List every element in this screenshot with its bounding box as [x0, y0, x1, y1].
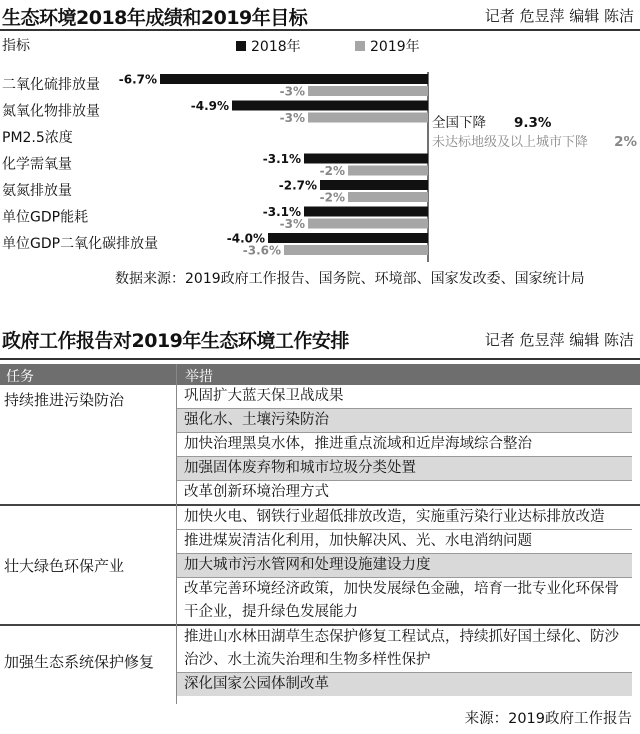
bar-2018 — [232, 101, 428, 111]
category-label: 二氧化硫排放量 — [2, 77, 100, 93]
measure-item: 改革完善环境经济政策，加快发展绿色金融，培育一批专业化环保骨干企业，提升绿色发展能力 — [184, 581, 619, 620]
section1-byline: 记者 危昱萍 编辑 陈洁 — [484, 7, 634, 25]
measure-item: 推进煤炭清洁化利用，加快解决风、光、水电消纳问题 — [176, 530, 632, 554]
bar-2018 — [320, 180, 428, 190]
legend-label-2019: 2019年 — [370, 39, 420, 55]
data-label-2019: -2% — [319, 164, 345, 178]
data-label-2019: -3% — [279, 84, 305, 99]
data-label-2018: -3.1% — [262, 205, 301, 219]
data-label-2018: -4.9% — [190, 99, 229, 113]
data-label-2018: -3.1% — [262, 152, 301, 166]
annotation-national-value: 9.3% — [514, 115, 552, 131]
annotation-cities-label: 未达标地级及以上城市下降 — [432, 135, 589, 150]
measure-item: 加大城市污水管网和处理设施建设力度 — [176, 554, 632, 578]
category-label: 氨氮排放量 — [2, 183, 72, 199]
data-label-2018: -2.7% — [278, 178, 317, 193]
section2-title: 政府工作报告对2019年生态环境工作安排 — [2, 330, 349, 352]
chart-source: 数据来源：2019政府工作报告、国务院、环境部、国家发改委、国家统计局 — [115, 271, 585, 287]
col-header-task: 任务 — [6, 369, 34, 385]
measure-item: 加快治理黑臭水体，推进重点流域和近岸海域综合整治 — [176, 433, 632, 457]
category-label: 氮氧化物排放量 — [2, 103, 100, 120]
task-cell: 加强生态系统保护修复 — [4, 652, 155, 671]
bar-2019 — [284, 245, 428, 255]
col-header-measure: 举措 — [185, 369, 213, 385]
legend-swatch-2018 — [236, 41, 246, 51]
measure-item: 加快火电、钢铁行业超低排放改造，实施重污染行业达标排放改造 — [176, 506, 632, 530]
data-label-2019: -3% — [279, 111, 305, 125]
task-cell: 持续推进污染防治 — [4, 391, 125, 409]
data-label-2019: -3.6% — [242, 243, 281, 258]
task-group — [0, 385, 640, 506]
bar-2019 — [348, 192, 428, 202]
annotation-cities-value: 2% — [614, 134, 637, 150]
bar-2019 — [308, 113, 428, 123]
bar-chart — [0, 30, 640, 262]
data-label-2018: -6.7% — [118, 72, 157, 87]
task-cell: 壮大绿色环保产业 — [4, 556, 125, 575]
data-label-2019: -3% — [279, 217, 305, 231]
section2-byline: 记者 危昱萍 编辑 陈洁 — [484, 331, 634, 349]
legend-label-2018: 2018年 — [251, 39, 301, 55]
measure-item: 推进山水林田湖草生态保护修复工程试点，持续抓好国土绿化、防沙治沙、水土流失治理和生物多样性保护 — [176, 626, 632, 673]
measure-item: 巩固扩大蓝天保卫战成果 — [176, 385, 632, 409]
table-source: 来源：2019政府工作报告 — [464, 711, 632, 727]
category-label: 单位GDP能耗 — [2, 209, 89, 226]
plan-table — [0, 364, 640, 696]
table-column-divider — [176, 364, 177, 704]
bar-2018 — [304, 207, 428, 217]
bar-2019 — [348, 166, 428, 176]
bar-2019 — [308, 86, 428, 96]
data-label-2018: -4.0% — [226, 231, 265, 246]
section1-title: 生态环境2018年成绩和2019年目标 — [2, 7, 308, 29]
task-group — [0, 506, 640, 626]
measure-item: 改革创新环境治理方式 — [184, 484, 329, 500]
measure-item: 加强固体废弃物和城市垃圾分类处置 — [176, 457, 632, 481]
bar-2018 — [160, 74, 428, 84]
annotation-national-label: 全国下降 — [432, 115, 486, 131]
data-label-2019: -2% — [319, 190, 345, 205]
measure-item: 深化国家公园体制改革 — [176, 673, 632, 696]
bar-2018 — [268, 233, 428, 243]
category-header: 指标 — [2, 38, 30, 54]
section2-divider — [0, 358, 640, 360]
category-label: PM2.5浓度 — [2, 130, 73, 146]
category-label: 单位GDP二氧化碳排放量 — [2, 236, 159, 252]
category-label: 化学需氧量 — [2, 156, 72, 173]
legend-swatch-2019 — [355, 41, 365, 51]
bar-2019 — [308, 219, 428, 229]
table-header — [0, 364, 640, 385]
bar-2018 — [304, 154, 428, 164]
measure-item: 强化水、土壤污染防治 — [176, 409, 632, 433]
task-group — [0, 626, 640, 696]
